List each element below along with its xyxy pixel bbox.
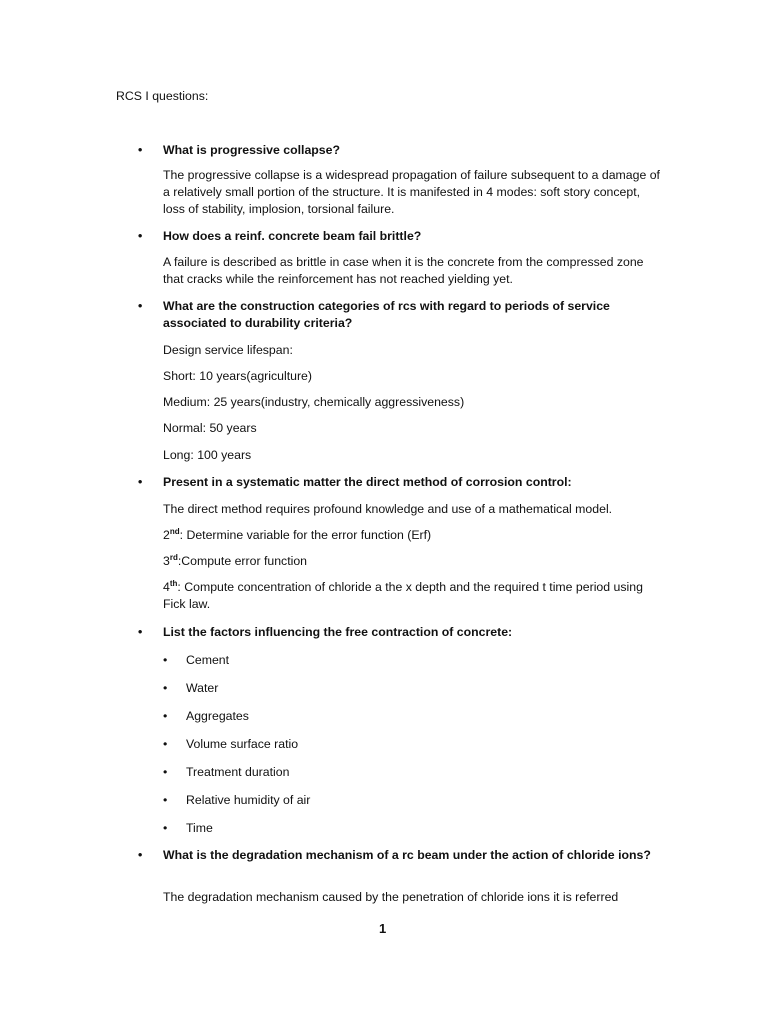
factor-label: Time xyxy=(186,821,213,835)
method-step xyxy=(163,579,663,613)
step-ordinal-suffix: rd xyxy=(169,552,178,562)
page-number: 1 xyxy=(379,921,387,936)
lifespan-item: Short: 10 years(agriculture) xyxy=(163,369,312,383)
document-title: RCS I questions: xyxy=(116,89,209,103)
step-text: : Determine variable for the error function (Erf) xyxy=(179,528,432,542)
bullet-icon: • xyxy=(163,793,168,807)
question-4 xyxy=(138,474,658,491)
answer-3-intro: Design service lifespan: xyxy=(163,343,293,357)
factor-label: Aggregates xyxy=(186,709,249,723)
bullet-icon: • xyxy=(138,143,143,157)
list-item xyxy=(163,820,563,848)
question-2 xyxy=(138,228,658,245)
bullet-icon: • xyxy=(163,821,168,835)
step-text: : Compute concentration of chloride a the x depth and the required t time period using Fick law. xyxy=(163,580,643,611)
step-ordinal-suffix: nd xyxy=(169,526,180,536)
question-5-text: List the factors influencing the free contraction of concrete: xyxy=(163,625,513,639)
list-item xyxy=(163,652,563,680)
bullet-icon: • xyxy=(163,653,168,667)
bullet-icon: • xyxy=(138,299,143,313)
list-item xyxy=(163,792,563,820)
question-1-heading xyxy=(138,142,658,159)
bullet-icon: • xyxy=(138,475,143,489)
list-item xyxy=(163,680,563,708)
lifespan-item: Normal: 50 years xyxy=(163,421,257,435)
factor-label: Relative humidity of air xyxy=(186,793,311,807)
bullet-icon: • xyxy=(138,229,143,243)
question-2-text: How does a reinf. concrete beam fail brittle? xyxy=(163,229,422,243)
bullet-icon: • xyxy=(163,737,168,751)
bullet-icon: • xyxy=(138,625,143,639)
question-5-heading xyxy=(138,624,658,641)
method-step xyxy=(163,553,663,570)
question-4-heading xyxy=(138,474,658,491)
question-1 xyxy=(138,142,658,159)
list-item xyxy=(163,708,563,736)
answer-4-intro: The direct method requires profound knowledge and use of a mathematical model. xyxy=(163,502,613,516)
step-ordinal-suffix: th xyxy=(169,578,178,588)
bullet-icon: • xyxy=(163,765,168,779)
question-6-text: What is the degradation mechanism of a rc beam under the action of chloride ions? xyxy=(163,848,651,862)
question-4-text: Present in a systematic matter the direct method of corrosion control: xyxy=(163,475,572,489)
question-3 xyxy=(138,298,658,332)
step-number: 3 xyxy=(163,554,170,568)
answer-2: A failure is described as brittle in case when it is the concrete from the compressed zone that cracks while the reinforcement has not reached yielding yet. xyxy=(163,255,644,286)
question-6-heading xyxy=(138,847,658,864)
question-2-heading xyxy=(138,228,658,245)
factor-label: Treatment duration xyxy=(186,765,290,779)
list-item xyxy=(163,736,563,764)
bullet-icon: • xyxy=(138,848,143,862)
lifespan-item: Medium: 25 years(industry, chemically aggressiveness) xyxy=(163,395,465,409)
question-6 xyxy=(138,847,658,864)
question-1-text: What is progressive collapse? xyxy=(163,143,340,157)
question-3-heading xyxy=(138,298,658,332)
factor-label: Volume surface ratio xyxy=(186,737,299,751)
step-text: :Compute error function xyxy=(177,554,308,568)
list-item xyxy=(163,764,563,792)
bullet-icon: • xyxy=(163,681,168,695)
factor-label: Water xyxy=(186,681,219,695)
step-number: 2 xyxy=(163,528,170,542)
answer-1: The progressive collapse is a widespread propagation of failure subsequent to a damage of a relatively small portion of the structure. It is manifested in 4 modes: soft story concept, loss of stability, implosion, torsional failure. xyxy=(163,168,660,216)
step-number: 4 xyxy=(163,580,170,594)
question-5 xyxy=(138,624,658,641)
bullet-icon: • xyxy=(163,709,168,723)
factors-list xyxy=(163,652,563,848)
question-3-text: What are the construction categories of rcs with regard to periods of service associated to durability criteria? xyxy=(163,299,610,330)
method-step xyxy=(163,527,663,544)
answer-6: The degradation mechanism caused by the penetration of chloride ions it is referred xyxy=(163,890,619,904)
lifespan-item: Long: 100 years xyxy=(163,448,252,462)
factor-label: Cement xyxy=(186,653,230,667)
